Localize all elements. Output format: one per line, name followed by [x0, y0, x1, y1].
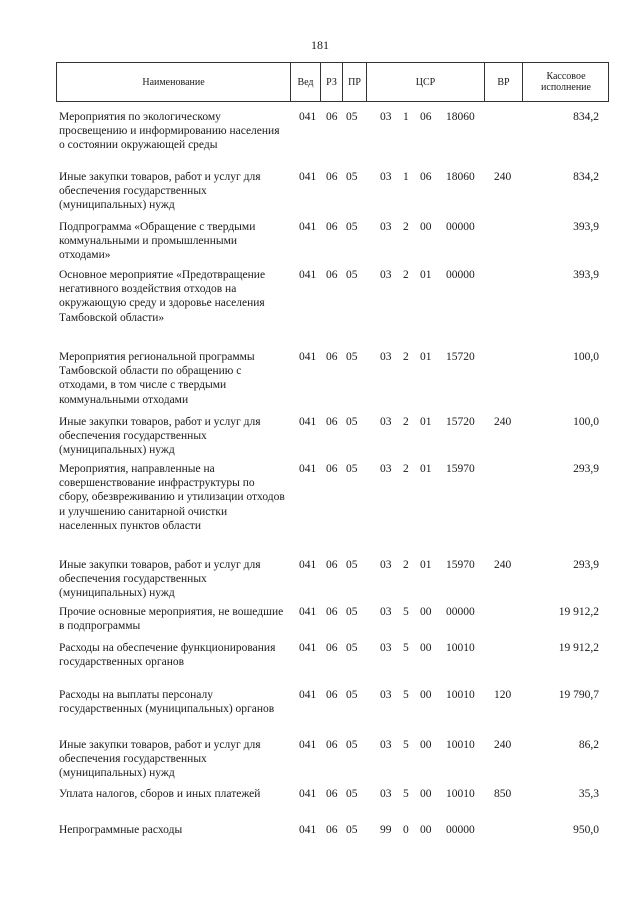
row-pr: 05 — [346, 221, 358, 233]
row-ved: 041 — [299, 221, 317, 233]
row-csr-event: 01 — [420, 269, 432, 281]
row-amount: 834,2 — [573, 111, 599, 123]
header-rz: РЗ — [321, 63, 343, 101]
row-ved: 041 — [299, 739, 317, 751]
row-csr-direction: 10010 — [446, 642, 475, 654]
row-ved: 041 — [299, 111, 317, 123]
row-ved: 041 — [299, 606, 317, 618]
row-csr-subprogram: 2 — [403, 351, 409, 363]
row-csr-direction: 15720 — [446, 351, 475, 363]
row-ved: 041 — [299, 788, 317, 800]
row-rz: 06 — [326, 351, 338, 363]
row-csr-subprogram: 1 — [403, 111, 409, 123]
row-csr-program: 03 — [380, 351, 392, 363]
row-csr-direction: 00000 — [446, 221, 475, 233]
row-csr-program: 03 — [380, 689, 392, 701]
row-csr-subprogram: 2 — [403, 416, 409, 428]
row-pr: 05 — [346, 739, 358, 751]
header-amount: Кассовое исполнение — [541, 71, 591, 93]
row-name: Мероприятия, направленные на совершенствование инфраструктуры по сбору, обезвреживанию и утилизации отходов и улучшению санитарной очистки населенных пунктов области — [59, 463, 285, 532]
row-pr: 05 — [346, 111, 358, 123]
row-pr: 05 — [346, 171, 358, 183]
row-csr-event: 00 — [420, 824, 432, 836]
row-csr-direction: 15970 — [446, 559, 475, 571]
row-name: Подпрограмма «Обращение с твердыми коммунальными и промышленными отходами» — [59, 221, 256, 262]
row-csr-program: 03 — [380, 416, 392, 428]
row-csr-subprogram: 2 — [403, 463, 409, 475]
row-amount: 393,9 — [573, 221, 599, 233]
row-pr: 05 — [346, 689, 358, 701]
row-csr-subprogram: 2 — [403, 269, 409, 281]
row-name: Основное мероприятие «Предотвращение негативного воздействия отходов на окружающую среду и здоровье населения Тамбовской области» — [59, 269, 266, 324]
row-csr-direction: 00000 — [446, 606, 475, 618]
row-pr: 05 — [346, 351, 358, 363]
row-csr-event: 01 — [420, 463, 432, 475]
row-pr: 05 — [346, 642, 358, 654]
row-csr-subprogram: 5 — [403, 606, 409, 618]
row-vr: 240 — [494, 739, 512, 751]
row-csr-direction: 10010 — [446, 739, 475, 751]
row-ved: 041 — [299, 642, 317, 654]
row-csr-program: 03 — [380, 606, 392, 618]
row-ved: 041 — [299, 463, 317, 475]
row-csr-event: 00 — [420, 606, 432, 618]
row-csr-subprogram: 2 — [403, 221, 409, 233]
row-amount: 100,0 — [573, 416, 599, 428]
row-csr-program: 03 — [380, 739, 392, 751]
row-csr-subprogram: 0 — [403, 824, 409, 836]
row-amount: 19 790,7 — [558, 689, 599, 701]
row-vr: 240 — [494, 416, 512, 428]
row-ved: 041 — [299, 351, 317, 363]
row-name: Мероприятия региональной программы Тамбовской области по обращению с отходами, в том числе с твердыми коммунальными отходами — [59, 351, 255, 406]
row-pr: 05 — [346, 463, 358, 475]
row-rz: 06 — [326, 689, 338, 701]
row-ved: 041 — [299, 559, 317, 571]
row-name: Расходы на обеспечение функционирования государственных органов — [59, 642, 276, 669]
row-csr-event: 06 — [420, 111, 432, 123]
row-csr-event: 01 — [420, 559, 432, 571]
row-pr: 05 — [346, 559, 358, 571]
row-csr-event: 00 — [420, 788, 432, 800]
row-csr-subprogram: 5 — [403, 788, 409, 800]
row-vr: 240 — [494, 559, 512, 571]
row-name: Непрограммные расходы — [59, 824, 183, 836]
row-name: Прочие основные мероприятия, не вошедшие в подпрограммы — [59, 606, 284, 633]
row-csr-direction: 00000 — [446, 824, 475, 836]
table-header — [56, 62, 609, 102]
row-amount: 950,0 — [573, 824, 599, 836]
row-pr: 05 — [346, 788, 358, 800]
row-amount: 293,9 — [573, 559, 599, 571]
row-csr-direction: 18060 — [446, 111, 475, 123]
row-csr-event: 00 — [420, 642, 432, 654]
row-csr-direction: 18060 — [446, 171, 475, 183]
row-csr-subprogram: 2 — [403, 559, 409, 571]
row-csr-direction: 00000 — [446, 269, 475, 281]
row-ved: 041 — [299, 171, 317, 183]
row-name: Иные закупки товаров, работ и услуг для обеспечения государственных (муниципальных) нужд — [59, 739, 261, 780]
row-csr-event: 00 — [420, 221, 432, 233]
row-csr-program: 99 — [380, 824, 392, 836]
row-vr: 120 — [494, 689, 512, 701]
row-name: Мероприятия по экологическому просвещению и информированию населения о состоянии окружающей среды — [59, 111, 280, 152]
row-pr: 05 — [346, 606, 358, 618]
row-amount: 393,9 — [573, 269, 599, 281]
row-csr-direction: 15970 — [446, 463, 475, 475]
row-name: Иные закупки товаров, работ и услуг для обеспечения государственных (муниципальных) нужд — [59, 416, 261, 457]
header-ved: Вед — [291, 63, 321, 101]
row-rz: 06 — [326, 824, 338, 836]
row-pr: 05 — [346, 824, 358, 836]
row-name: Расходы на выплаты персоналу государственных (муниципальных) органов — [59, 689, 275, 716]
row-csr-event: 00 — [420, 739, 432, 751]
row-rz: 06 — [326, 642, 338, 654]
header-vr: ВР — [485, 63, 523, 101]
row-csr-program: 03 — [380, 463, 392, 475]
row-csr-direction: 15720 — [446, 416, 475, 428]
row-amount: 293,9 — [573, 463, 599, 475]
row-vr: 850 — [494, 788, 512, 800]
header-csr: ЦСР — [367, 63, 485, 101]
row-csr-event: 01 — [420, 416, 432, 428]
row-pr: 05 — [346, 416, 358, 428]
row-name: Иные закупки товаров, работ и услуг для обеспечения государственных (муниципальных) нужд — [59, 559, 261, 600]
row-csr-subprogram: 1 — [403, 171, 409, 183]
row-csr-event: 00 — [420, 689, 432, 701]
row-amount: 19 912,2 — [558, 606, 599, 618]
row-csr-event: 01 — [420, 351, 432, 363]
row-amount: 86,2 — [578, 739, 599, 751]
row-ved: 041 — [299, 269, 317, 281]
row-csr-program: 03 — [380, 559, 392, 571]
row-rz: 06 — [326, 788, 338, 800]
row-amount: 19 912,2 — [558, 642, 599, 654]
row-rz: 06 — [326, 269, 338, 281]
row-rz: 06 — [326, 416, 338, 428]
row-amount: 834,2 — [573, 171, 599, 183]
row-rz: 06 — [326, 221, 338, 233]
row-csr-subprogram: 5 — [403, 689, 409, 701]
header-name: Наименование — [57, 63, 291, 101]
row-csr-program: 03 — [380, 171, 392, 183]
header-pr: ПР — [343, 63, 367, 101]
row-csr-direction: 10010 — [446, 788, 475, 800]
row-rz: 06 — [326, 739, 338, 751]
row-amount: 100,0 — [573, 351, 599, 363]
row-rz: 06 — [326, 111, 338, 123]
row-ved: 041 — [299, 824, 317, 836]
row-csr-direction: 10010 — [446, 689, 475, 701]
row-amount: 35,3 — [578, 788, 599, 800]
row-csr-program: 03 — [380, 221, 392, 233]
row-csr-event: 06 — [420, 171, 432, 183]
row-ved: 041 — [299, 416, 317, 428]
row-csr-subprogram: 5 — [403, 739, 409, 751]
row-name: Иные закупки товаров, работ и услуг для обеспечения государственных (муниципальных) нужд — [59, 171, 261, 212]
row-rz: 06 — [326, 171, 338, 183]
row-csr-program: 03 — [380, 788, 392, 800]
page-number: 181 — [311, 38, 329, 52]
row-csr-program: 03 — [380, 642, 392, 654]
row-csr-subprogram: 5 — [403, 642, 409, 654]
row-rz: 06 — [326, 463, 338, 475]
row-ved: 041 — [299, 689, 317, 701]
row-pr: 05 — [346, 269, 358, 281]
row-name: Уплата налогов, сборов и иных платежей — [59, 788, 261, 800]
row-vr: 240 — [494, 171, 512, 183]
row-csr-program: 03 — [380, 269, 392, 281]
row-csr-program: 03 — [380, 111, 392, 123]
row-rz: 06 — [326, 559, 338, 571]
row-rz: 06 — [326, 606, 338, 618]
